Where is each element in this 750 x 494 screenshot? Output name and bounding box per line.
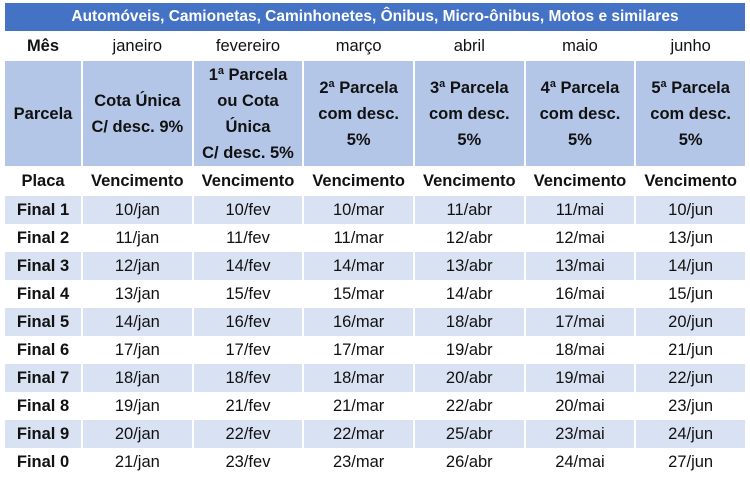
due-date-cell: 18/fev [194,364,303,392]
due-date-cell: 13/jun [668,228,714,247]
due-date-cell: 17/mar [332,340,385,359]
due-date-cell: 21/jun [668,340,714,359]
parcela-header [304,61,413,166]
due-date-cell: 11/mai [526,196,635,224]
due-date-cell: 14/abr [445,284,493,303]
due-date-cell: 21/jan [114,452,160,471]
plate-cell: Final 6 [16,340,70,359]
due-date-cell: 12/abr [445,228,493,247]
parcela-header-line: C/ desc. 5% [202,143,294,162]
due-date-cell: 24/jun [636,420,745,448]
vencimento-header: Vencimento [644,171,737,190]
due-date-cell: 18/mar [304,364,413,392]
title-row [5,3,745,31]
parcela-header-line: C/ desc. 9% [91,117,184,136]
due-date-cell: 14/fev [194,252,303,280]
vencimento-header: Vencimento [201,171,295,190]
month-header: maio [562,36,598,55]
due-date-cell: 10/fev [194,196,303,224]
due-date-cell: 18/jan [83,364,192,392]
parcela-header-line: Cota Única [94,91,181,110]
due-date-cell: 11/abr [415,196,524,224]
due-date-cell: 19/mai [526,364,635,392]
plate-cell: Final 7 [5,364,81,392]
due-date-cell: 15/jun [668,284,714,303]
due-date-cell: 22/fev [194,420,303,448]
due-date-cell: 15/mar [332,284,385,303]
vencimento-header: Vencimento [312,171,405,190]
due-date-cell: 16/fev [194,308,303,336]
due-date-cell: 19/jan [114,396,160,415]
due-date-cell: 13/mai [526,252,635,280]
table-row [5,420,745,448]
parcela-header-line: 2ª Parcela [319,78,398,97]
parcela-header-line: com desc. [428,104,510,123]
parcela-header [415,61,524,166]
table-row [5,252,745,280]
parcela-header-line: 5% [457,130,482,149]
month-header: janeiro [112,36,163,55]
table-row [5,224,745,252]
table-title: Automóveis, Camionetas, Caminhonetes, Ônibus, Micro-ônibus, Motos e similares [5,3,745,31]
due-date-cell: 22/jun [636,364,745,392]
due-date-cell: 20/mai [555,396,605,415]
month-header: março [335,36,382,55]
plate-cell: Final 1 [5,196,81,224]
plate-cell: Final 5 [5,308,81,336]
table-row [5,196,745,224]
due-date-cell: 13/jan [114,284,160,303]
placa-header-row [5,166,745,196]
parcela-header-line: 1ª Parcela [208,65,288,84]
placa-label: Placa [21,171,65,190]
plate-cell: Final 9 [5,420,81,448]
month-header-row [5,31,745,61]
due-date-cell: 23/fev [225,452,271,471]
due-date-cell: 23/mar [332,452,385,471]
parcela-header-line: com desc. [650,104,731,123]
table-row [5,336,745,364]
parcela-header-line: Única [225,117,271,136]
parcela-header-line: 5% [678,130,703,149]
plate-cell: Final 0 [16,452,70,471]
due-date-cell: 23/jun [668,396,714,415]
due-date-cell: 19/abr [445,340,493,359]
due-date-cell: 10/jun [636,196,745,224]
due-date-cell: 11/jan [115,228,160,247]
parcela-header [526,61,635,166]
vencimento-header: Vencimento [422,171,516,190]
vencimento-header: Vencimento [91,171,184,190]
month-header: junho [670,36,711,55]
due-date-cell: 15/fev [225,284,271,303]
due-date-cell: 21/fev [225,396,271,415]
month-header: fevereiro [215,36,281,55]
due-date-cell: 23/mai [526,420,635,448]
due-date-cell: 16/mai [555,284,605,303]
plate-cell: Final 3 [5,252,81,280]
parcela-header-line: 4ª Parcela [540,78,620,97]
due-date-cell: 11/mar [333,228,384,247]
due-date-cell: 20/abr [415,364,524,392]
mes-label: Mês [26,36,60,55]
parcela-label: Parcela [5,61,81,166]
plate-cell: Final 2 [16,228,70,247]
due-date-cell: 25/abr [415,420,524,448]
plate-cell: Final 8 [16,396,70,415]
ipva-schedule-table [3,3,747,476]
due-date-cell: 20/jun [636,308,745,336]
due-date-cell: 10/mar [304,196,413,224]
table-row [5,392,745,420]
table-row [5,308,745,336]
parcela-header [83,61,192,166]
due-date-cell: 14/jun [636,252,745,280]
due-date-cell: 16/mar [304,308,413,336]
parcela-header [636,61,745,166]
due-date-cell: 22/mar [304,420,413,448]
due-date-cell: 12/jan [83,252,192,280]
due-date-cell: 20/jan [83,420,192,448]
table-row [5,364,745,392]
parcela-header-line: 5ª Parcela [651,78,730,97]
due-date-cell: 24/mai [555,452,605,471]
due-date-cell: 13/abr [415,252,524,280]
parcela-header-line: 3ª Parcela [430,78,509,97]
due-date-cell: 12/mai [555,228,605,247]
parcela-header-line: 5% [568,130,592,149]
due-date-cell: 21/mar [332,396,385,415]
plate-cell: Final 4 [16,284,70,303]
parcela-header-line: com desc. [318,104,399,123]
due-date-cell: 17/mai [526,308,635,336]
table-row [5,448,745,476]
due-date-cell: 14/jan [83,308,192,336]
due-date-cell: 17/jan [114,340,160,359]
vencimento-header: Vencimento [533,171,627,190]
due-date-cell: 22/abr [445,396,493,415]
due-date-cell: 17/fev [225,340,271,359]
parcela-header [194,61,303,166]
due-date-cell: 18/mai [555,340,605,359]
parcela-header-line: 5% [346,130,371,149]
due-date-cell: 26/abr [445,452,493,471]
month-header: abril [453,36,485,55]
due-date-cell: 27/jun [668,452,714,471]
due-date-cell: 10/jan [83,196,192,224]
due-date-cell: 11/fev [226,228,270,247]
parcela-header-line: ou Cota [217,91,279,110]
parcela-header-line: com desc. [539,104,621,123]
table-row [5,280,745,308]
parcela-header-row [5,61,745,166]
due-date-cell: 14/mar [304,252,413,280]
due-date-cell: 18/abr [415,308,524,336]
